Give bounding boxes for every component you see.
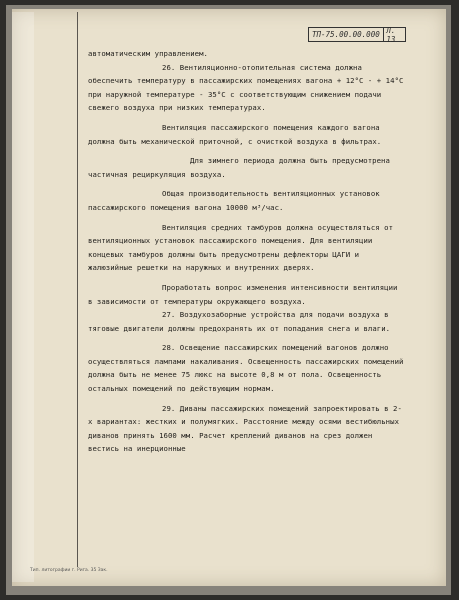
document-code: ТП-75.00.00.000 bbox=[312, 30, 380, 39]
paragraph: Вентиляция средних тамбуров должна осуществляться от вентиляционных установок пассажирского помещения. Для вентиляции концевых тамбуров должны быть предусмотрены дефлекторы ЦАГИ и жалюзийные решетки на наружных и внутренних дверях. bbox=[88, 222, 394, 273]
page-number: Л. 13 bbox=[386, 25, 396, 44]
printer-imprint: Тип. литографии г. Рига. 35 Зак. bbox=[30, 568, 108, 573]
paper-edge bbox=[12, 12, 34, 582]
paragraph-28: 28. Освещение пассажирских помещений вагонов должно осуществляться лампами накаливания. Освещенность пассажирских помещений должна быть не менее 75 люкс на высоте 0,8 м от пола. Освещенность остальных помещений по действующим нормам. bbox=[88, 343, 404, 394]
paragraph-26: 26. Вентиляционно-отопительная система должна обеспечить температуру в пассажирских помещениях вагона + 12°С - + 14°С при наружной температуре - 35°С с соответствующим снижением подачи свежего воздуха при низких температурах. bbox=[88, 62, 404, 113]
document-body bbox=[88, 47, 404, 456]
paragraph-27: 27. Воздухозаборные устройства для подачи воздуха в тяговые двигатели должны предохранять их от попадания снега и влаги. bbox=[88, 310, 391, 333]
paragraph: Общая производительность вентиляционных установок пассажирского помещения вагона 10000 м³/час. bbox=[88, 189, 380, 212]
paragraph-29: 29. Диваны пассажирских помещений запроектировать в 2-х вариантах: жестких и полумягких. Расстояние между осями вестибюльных диванов принять 1600 мм. Расчет креплений диванов на срез должен вестись на инерционные bbox=[88, 403, 402, 454]
paragraph: Для зимнего периода должна быть предусмотрена частичная рециркуляция воздуха. bbox=[88, 156, 390, 179]
document-code-stamp bbox=[308, 27, 406, 42]
paragraph: автоматическим управлением. bbox=[88, 49, 208, 58]
paragraph: Вентиляция пассажирского помещения каждого вагона должна быть механической приточной, с очисткой воздуха в фильтрах. bbox=[88, 122, 382, 146]
paragraph: Проработать вопрос изменения интенсивности вентиляции в зависимости от температуры окружающего воздуха. bbox=[88, 282, 398, 306]
margin-line bbox=[77, 12, 78, 567]
